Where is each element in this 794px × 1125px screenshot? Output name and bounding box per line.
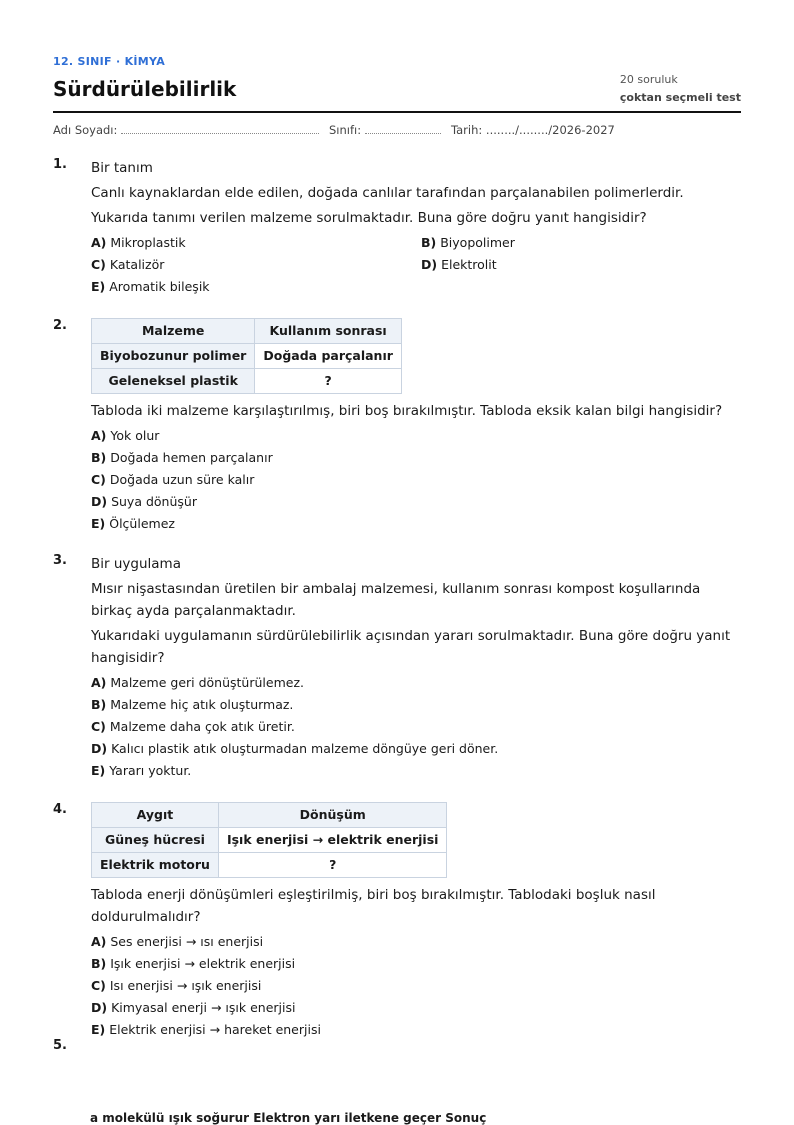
question-text: Canlı kaynaklardan elde edilen, doğada canlılar tarafından parçalanabilen polimerlerdir.	[91, 185, 684, 201]
options-list	[91, 425, 741, 535]
option-e[interactable]: E) Yararı yoktur.	[91, 763, 192, 778]
option-a[interactable]: A) Yok olur	[91, 428, 160, 443]
option-e[interactable]: E) Aromatik bileşik	[91, 279, 210, 294]
question-number: 4.	[53, 802, 67, 817]
options-list	[91, 931, 741, 1041]
question-count: 20 soruluk	[619, 73, 678, 86]
option-a[interactable]: A) Malzeme geri dönüştürülemez.	[91, 675, 304, 690]
option-d[interactable]: D) Kimyasal enerji → ışık enerjisi	[91, 1000, 296, 1015]
energy-table	[91, 802, 447, 878]
table-header: Malzeme	[92, 319, 255, 344]
option-b[interactable]: B) Doğada hemen parçalanır	[91, 450, 273, 465]
option-c[interactable]: C) Katalizör	[91, 257, 165, 272]
option-c[interactable]: C) Doğada uzun süre kalır	[91, 472, 255, 487]
table-cell: Geleneksel plastik	[92, 369, 255, 394]
comparison-table	[91, 318, 402, 394]
table-cell: Biyobozunur polimer	[92, 344, 255, 369]
option-d[interactable]: D) Suya dönüşür	[91, 494, 197, 509]
question-lead: Bir uygulama	[91, 556, 181, 572]
question-number: 3.	[53, 553, 67, 568]
question-prompt: Yukarıdaki uygulamanın sürdürülebilirlik açısından yararı sorulmaktadır. Buna göre doğru yanıt hangisidir?	[91, 628, 731, 666]
option-e[interactable]: E) Ölçülemez	[91, 516, 175, 531]
name-field[interactable]: Adı Soyadı:	[53, 123, 319, 137]
options-list	[91, 232, 741, 298]
option-e[interactable]: E) Elektrik enerjisi → hareket enerjisi	[91, 1022, 321, 1037]
test-type: çoktan seçmeli test	[619, 91, 741, 104]
table-cell: Işık enerjisi → elektrik enerjisi	[218, 828, 447, 853]
cut-off-diagram-text: a molekülü ışık soğurur Elektron yarı iletkene geçer Sonuç	[90, 1111, 487, 1125]
option-d[interactable]: D) Kalıcı plastik atık oluşturmadan malzeme döngüye geri döner.	[91, 741, 499, 756]
option-a[interactable]: A) Mikroplastik	[91, 235, 186, 250]
question-prompt: Tabloda enerji dönüşümleri eşleştirilmiş, biri boş bırakılmıştır. Tablodaki boşluk nasıl doldurulmalıdır?	[91, 887, 656, 925]
table-cell: Elektrik motoru	[92, 853, 219, 878]
option-c[interactable]: C) Malzeme daha çok atık üretir.	[91, 719, 295, 734]
question-prompt: Tabloda iki malzeme karşılaştırılmış, biri boş bırakılmıştır. Tabloda eksik kalan bilgi hangisidir?	[91, 403, 723, 419]
page-title: Sürdürülebilirlik	[53, 77, 237, 101]
question-text: Mısır nişastasından üretilen bir ambalaj malzemesi, kullanım sonrası kompost koşullarında birkaç ayda parçalanmaktadır.	[91, 581, 701, 619]
question-prompt: Yukarıda tanımı verilen malzeme sorulmaktadır. Buna göre doğru yanıt hangisidir?	[91, 210, 647, 226]
table-header: Aygıt	[92, 803, 219, 828]
options-list	[91, 672, 741, 782]
question-number: 1.	[53, 157, 67, 172]
subject-label: 12. SINIF · KİMYA	[53, 55, 166, 68]
option-b[interactable]: B) Biyopolimer	[421, 235, 515, 250]
question-lead: Bir tanım	[91, 160, 153, 176]
option-d[interactable]: D) Elektrolit	[421, 257, 497, 272]
table-header: Dönüşüm	[218, 803, 447, 828]
question-number: 2.	[53, 318, 67, 333]
table-cell: ?	[255, 369, 402, 394]
question-number: 5.	[53, 1038, 67, 1053]
option-b[interactable]: B) Işık enerjisi → elektrik enerjisi	[91, 956, 296, 971]
table-header: Kullanım sonrası	[255, 319, 402, 344]
table-cell: ?	[218, 853, 447, 878]
test-meta	[620, 71, 741, 107]
option-a[interactable]: A) Ses enerjisi → ısı enerjisi	[91, 934, 264, 949]
table-cell: Güneş hücresi	[92, 828, 219, 853]
option-b[interactable]: B) Malzeme hiç atık oluşturmaz.	[91, 697, 294, 712]
option-c[interactable]: C) Isı enerjisi → ışık enerjisi	[91, 978, 262, 993]
header-divider	[53, 111, 741, 113]
date-field[interactable]: Tarih: ......../......../2026-2027	[451, 123, 615, 137]
class-field[interactable]: Sınıfı:	[329, 123, 441, 137]
table-cell: Doğada parçalanır	[255, 344, 402, 369]
